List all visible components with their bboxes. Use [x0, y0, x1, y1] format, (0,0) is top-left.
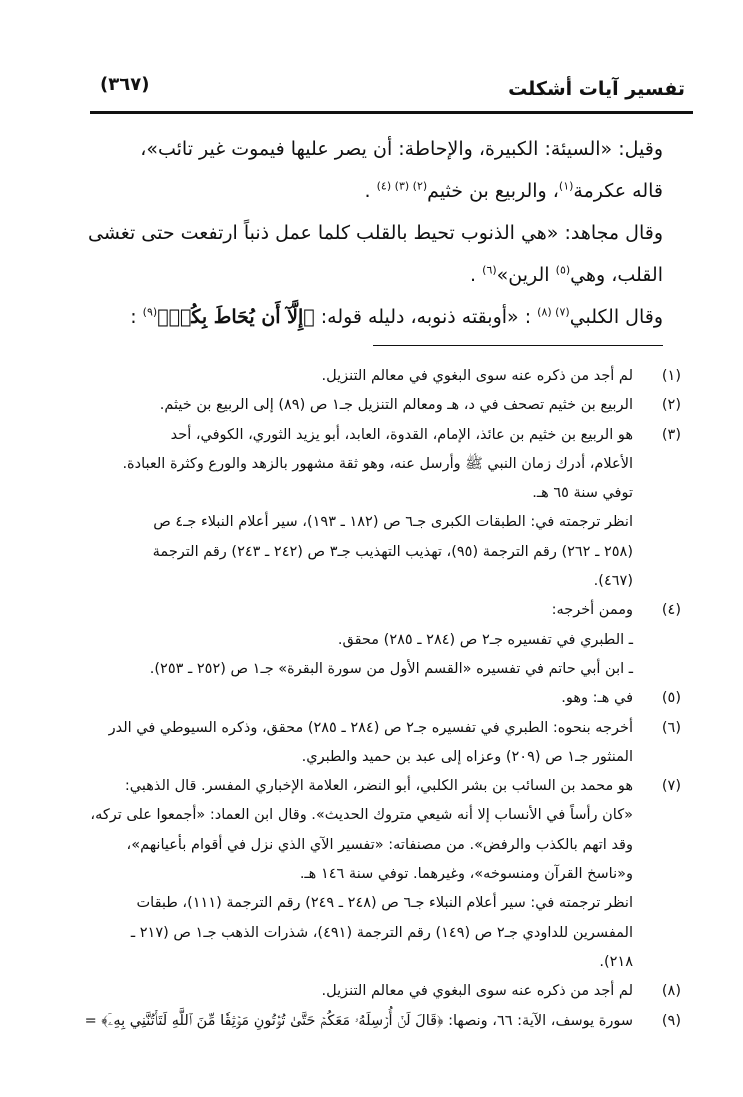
header-rule	[90, 111, 693, 114]
paragraph-2-line-1: وقال مجاهد: «هي الذنوب تحيط بالقلب كلما عمل ذنباً ارتفعت حتى تغشى	[88, 222, 663, 244]
paragraph-3-text-a: وقال الكلبي	[569, 306, 663, 328]
paragraph-2-text-c: .	[470, 264, 477, 286]
footnote-ref-6[interactable]: (٦)	[482, 263, 497, 277]
footnote-line: توفي سنة ٦٥ هـ.	[532, 485, 633, 502]
footnote-number: (٩)	[661, 1012, 681, 1029]
footnote-4	[70, 596, 681, 684]
footnote-8	[70, 977, 681, 1006]
footnote-line: ـ ابن أبي حاتم في تفسيره «القسم الأول من سورة البقرة» جـ١ ص (٢٥٢ ـ ٢٥٣).	[149, 660, 633, 677]
footnote-number: (٤)	[661, 602, 681, 619]
paragraph-2-text-b: الرين»	[496, 264, 550, 286]
footnote-number: (٦)	[661, 719, 681, 736]
footnote-line: وممن أخرجه:	[551, 602, 633, 619]
footnote-2	[70, 391, 681, 420]
footnote-ref-9[interactable]: (٩)	[142, 305, 158, 319]
paragraph-2-text-a: القلب، وهي	[570, 264, 663, 286]
footnote-line: في هـ: وهو.	[561, 690, 633, 707]
paragraph-2	[82, 212, 663, 296]
footnote-line: سورة يوسف، الآية: ٦٦، ونصها: ﴿قَالَ لَنۡ أُرۡسِلَهُۥ مَعَكُمۡ حَتَّىٰ تُؤۡتُونِ مَوۡثِقٗا مِّنَ ٱللَّهِ لَتَأۡتُنَّنِي بِهِۦٓ﴾ =	[84, 1012, 633, 1029]
footnote-line: المفسرين للداودي جـ٢ ص (١٤٩) رقم الترجمة (٤٩١)، شذرات الذهب جـ١ ص (٢١٧ ـ	[130, 924, 633, 941]
footnote-ref-2-3-4[interactable]: (٢) (٣) (٤)	[376, 179, 428, 193]
footnote-line: انظر ترجمته في: سير أعلام النبلاء جـ٦ ص (٢٤٨ ـ ٢٤٩) رقم الترجمة (١١١)، طبقات	[136, 895, 633, 912]
footnotes	[70, 362, 681, 1036]
paragraph-1-text-a: قاله عكرمة	[573, 180, 663, 202]
footnote-line: لم أجد من ذكره عنه سوى البغوي في معالم التنزيل.	[321, 368, 633, 384]
footnote-line: هو الربيع بن خثيم بن عائذ، الإمام، القدوة، العابد، أبو يزيد الثوري، الكوفي، أحد	[170, 426, 633, 443]
page-number: (٣٦٧)	[100, 74, 150, 95]
footnote-line: الأعلام، أدرك زمان النبي ﷺ وأرسل عنه، وهو ثقة مشهور بالزهد والورع وكثرة العبادة.	[122, 455, 633, 472]
footnote-line: (٢٥٨ ـ ٢٦٢) رقم الترجمة (٩٥)، تهذيب التهذيب جـ٣ ص (٢٤٢ ـ ٢٤٣) رقم الترجمة	[152, 543, 633, 560]
footnote-line: المنثور جـ١ ص (٢٠٩) وعزاه إلى عبد بن حميد والطبري.	[301, 748, 633, 765]
paragraph-3-text-b: : «أوبقته ذنوبه، دليله قوله:	[320, 306, 532, 328]
footnote-line: أخرجه بنحوه: الطبري في تفسيره جـ٢ ص (٢٨٤ ـ ٢٨٥) محقق، وذكره السيوطي في الدر	[108, 719, 633, 736]
footnote-line: ٢١٨).	[599, 953, 633, 970]
footnote-number: (٨)	[661, 983, 681, 1000]
footnote-line: (٤٦٧).	[593, 573, 633, 590]
footnote-ref-5[interactable]: (٥)	[555, 263, 571, 277]
footnote-separator	[373, 345, 663, 346]
paragraph-1	[82, 128, 663, 212]
paragraph-1-line-1: وقيل: «السيئة: الكبيرة، والإحاطة: أن يصر عليها فيموت غير تائب»،	[140, 138, 663, 160]
footnote-3	[70, 421, 681, 597]
footnote-6	[70, 714, 681, 773]
footnote-ref-7-8[interactable]: (٧) (٨)	[537, 305, 570, 319]
footnote-line: و«ناسخ القرآن ومنسوخه»، وغيرهما. توفي سنة ١٤٦ هـ.	[299, 866, 633, 883]
running-title: تفسير آيات أشكلت	[508, 78, 685, 100]
footnote-line: وقد اتهم بالكذب والرفض». من مصنفاته: «تفسير الآي الذي نزل في أقوام بأعيانهم»،	[126, 836, 633, 853]
footnote-1	[70, 362, 681, 391]
footnote-line: لم أجد من ذكره عنه سوى البغوي في معالم التنزيل.	[321, 983, 633, 1000]
paragraph-3	[82, 296, 663, 338]
footnote-line: ـ الطبري في تفسيره جـ٢ ص (٢٨٤ ـ ٢٨٥) محقق.	[337, 631, 633, 648]
footnote-5	[70, 684, 681, 713]
footnote-9	[70, 1007, 681, 1036]
page-header	[90, 72, 693, 108]
footnote-number: (٧)	[661, 778, 681, 795]
footnote-line: انظر ترجمته في: الطبقات الكبرى جـ٦ ص (١٨٢ ـ ١٩٣)، سير أعلام النبلاء جـ٤ ص	[153, 514, 633, 531]
quran-verse: ﴿إِلَّآ أَن يُحَاطَ بِكُمۡ﴾	[157, 306, 315, 328]
footnote-number: (٥)	[661, 690, 681, 707]
paragraph-3-text-c: :	[130, 306, 137, 328]
footnote-ref-1[interactable]: (١)	[558, 179, 574, 193]
main-text	[82, 128, 663, 338]
paragraph-1-text-c: .	[364, 180, 371, 202]
footnote-line: «كان رأساً في الأنساب إلا أنه شيعي متروك الحديث». وقال ابن العماد: «أجمعوا على تركه،	[90, 807, 633, 824]
footnote-number: (١)	[661, 368, 681, 384]
footnote-number: (٢)	[661, 397, 681, 414]
footnote-line: هو محمد بن السائب بن بشر الكلبي، أبو النضر، العلامة الإخباري المفسر. قال الذهبي:	[124, 778, 633, 795]
footnote-number: (٣)	[661, 426, 681, 443]
paragraph-1-text-b: ، والربيع بن خثيم	[427, 180, 559, 202]
footnote-7	[70, 772, 681, 977]
footnote-line: الربيع بن خثيم تصحف في د، هـ ومعالم التنزيل جـ١ ص (٨٩) إلى الربيع بن خيثم.	[159, 397, 633, 414]
